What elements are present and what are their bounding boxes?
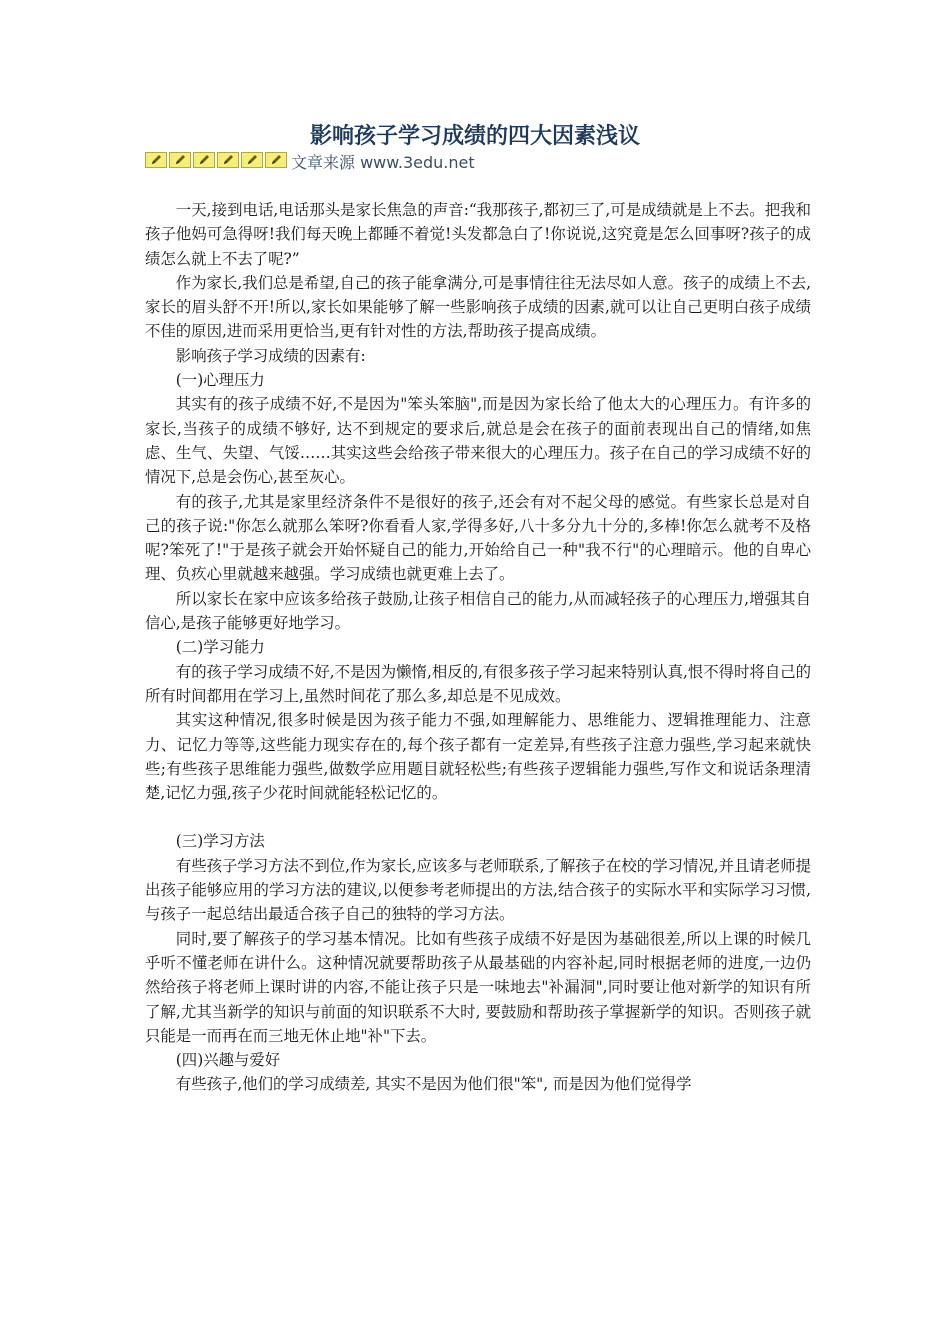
rating-icons — [145, 152, 289, 170]
section-heading: (四)兴趣与爱好 — [175, 1051, 281, 1070]
paragraph: 其实这种情况,很多时候是因为孩子能力不强,如理解能力、思维能力、逻辑推理能力、注意力、记忆力等等,这些能力现实存在的,每个孩子都有一定差异,有些孩子注意力强些,学习起来就快些;有些孩子思维能力强些,做数学应用题目就轻松些;有些孩子逻辑能力强些,写作文和说话条理清楚,记忆力强,孩子少花时间就能轻松记忆的。 — [145, 711, 811, 803]
paragraph-gap — [145, 805, 811, 829]
source-line — [145, 150, 475, 172]
pencil-icon — [265, 152, 287, 168]
section-heading: (二)学习能力 — [175, 638, 265, 657]
paragraph: 同时,要了解孩子的学习基本情况。比如有些孩子成绩不好是因为基础很差,所以上课的时候几乎听不懂老师在讲什么。这种情况就要帮助孩子从最基础的内容补起,同时根据老师的进度,一边仍然给孩子将老师上课时讲的内容,不能让孩子只是一味地去"补漏洞",同时要让他对新学的知识有所了解,尤其当新学的知识与前面的知识联系不大时, 要鼓励和帮助孩子掌握新学的知识。否则孩子就只能是一而再在而三地无休止地"补"下去。 — [145, 929, 811, 1045]
paragraph: 有的孩子学习成绩不好,不是因为懒惰,相反的,有很多孩子学习起来特别认真,恨不得时将自己的所有时间都用在学习上,虽然时间花了那么多,却总是不见成效。 — [145, 662, 811, 705]
section-heading: (一)心理压力 — [175, 371, 265, 390]
article-body — [145, 198, 811, 1097]
article-source: 文章来源 www.3edu.net — [291, 152, 475, 172]
pencil-icon — [145, 152, 167, 168]
pencil-icon — [169, 152, 191, 168]
paragraph: 一天,接到电话,电话那头是家长焦急的声音:“我那孩子,都初三了,可是成绩就是上不去。把我和孩子他妈可急得呀!我们每天晚上都睡不着觉!头发都急白了!你说说,这究竟是怎么回事呀?孩子的成绩怎么就上不去了呢?” — [145, 201, 811, 268]
paragraph: 有些孩子,他们的学习成绩差, 其实不是因为他们很"笨", 而是因为他们觉得学 — [175, 1075, 692, 1094]
paragraph: 其实有的孩子成绩不好,不是因为"笨头笨脑",而是因为家长给了他太大的心理压力。有许多的家长,当孩子的成绩不够好, 达不到规定的要求后,就总是会在孩子的面前表现出自己的情绪,如焦虑、生气、失望、气馁……其实这些会给孩子带来很大的心理压力。孩子在自己的学习成绩不好的情况下,总是会伤心,甚至灰心。 — [145, 395, 811, 487]
paragraph: 所以家长在家中应该多给孩子鼓励,让孩子相信自己的能力,从而减轻孩子的心理压力,增强其自信心,是孩子能够更好地学习。 — [145, 589, 811, 633]
pencil-icon — [217, 152, 239, 168]
paragraph: 有的孩子,尤其是家里经济条件不是很好的孩子,还会有对不起父母的感觉。有些家长总是对自己的孩子说:"你怎么就那么笨呀?你看看人家,学得多好,八十多分九十分的,多棒!你怎么就考不及格呢?笨死了!"于是孩子就会开始怀疑自己的能力,开始给自己一种"我不行"的心理暗示。他的自卑心理、负疚心里就越来越强。学习成绩也就更难上去了。 — [145, 492, 811, 584]
paragraph: 影响孩子学习成绩的因素有: — [175, 346, 366, 365]
section-heading: (三)学习方法 — [175, 832, 265, 851]
page-title: 影响孩子学习成绩的四大因素浅议 — [309, 123, 640, 149]
paragraph: 有些孩子学习方法不到位,作为家长,应该多与老师联系,了解孩子在校的学习情况,并且请老师提出孩子能够应用的学习方法的建议,以便参考老师提出的方法,结合孩子的实际水平和实际学习习惯,与孩子一起总结出最适合孩子自己的独特的学习方法。 — [145, 856, 811, 924]
paragraph: 作为家长,我们总是希望,自己的孩子能拿满分,可是事情往往无法尽如人意。孩子的成绩上不去,家长的眉头舒不开!所以,家长如果能够了解一些影响孩子成绩的因素,就可以让自己更明白孩子成绩不佳的原因,进而采用更恰当,更有针对性的方法,帮助孩子提高成绩。 — [145, 273, 811, 341]
pencil-icon — [193, 152, 215, 168]
pencil-icon — [241, 152, 263, 168]
